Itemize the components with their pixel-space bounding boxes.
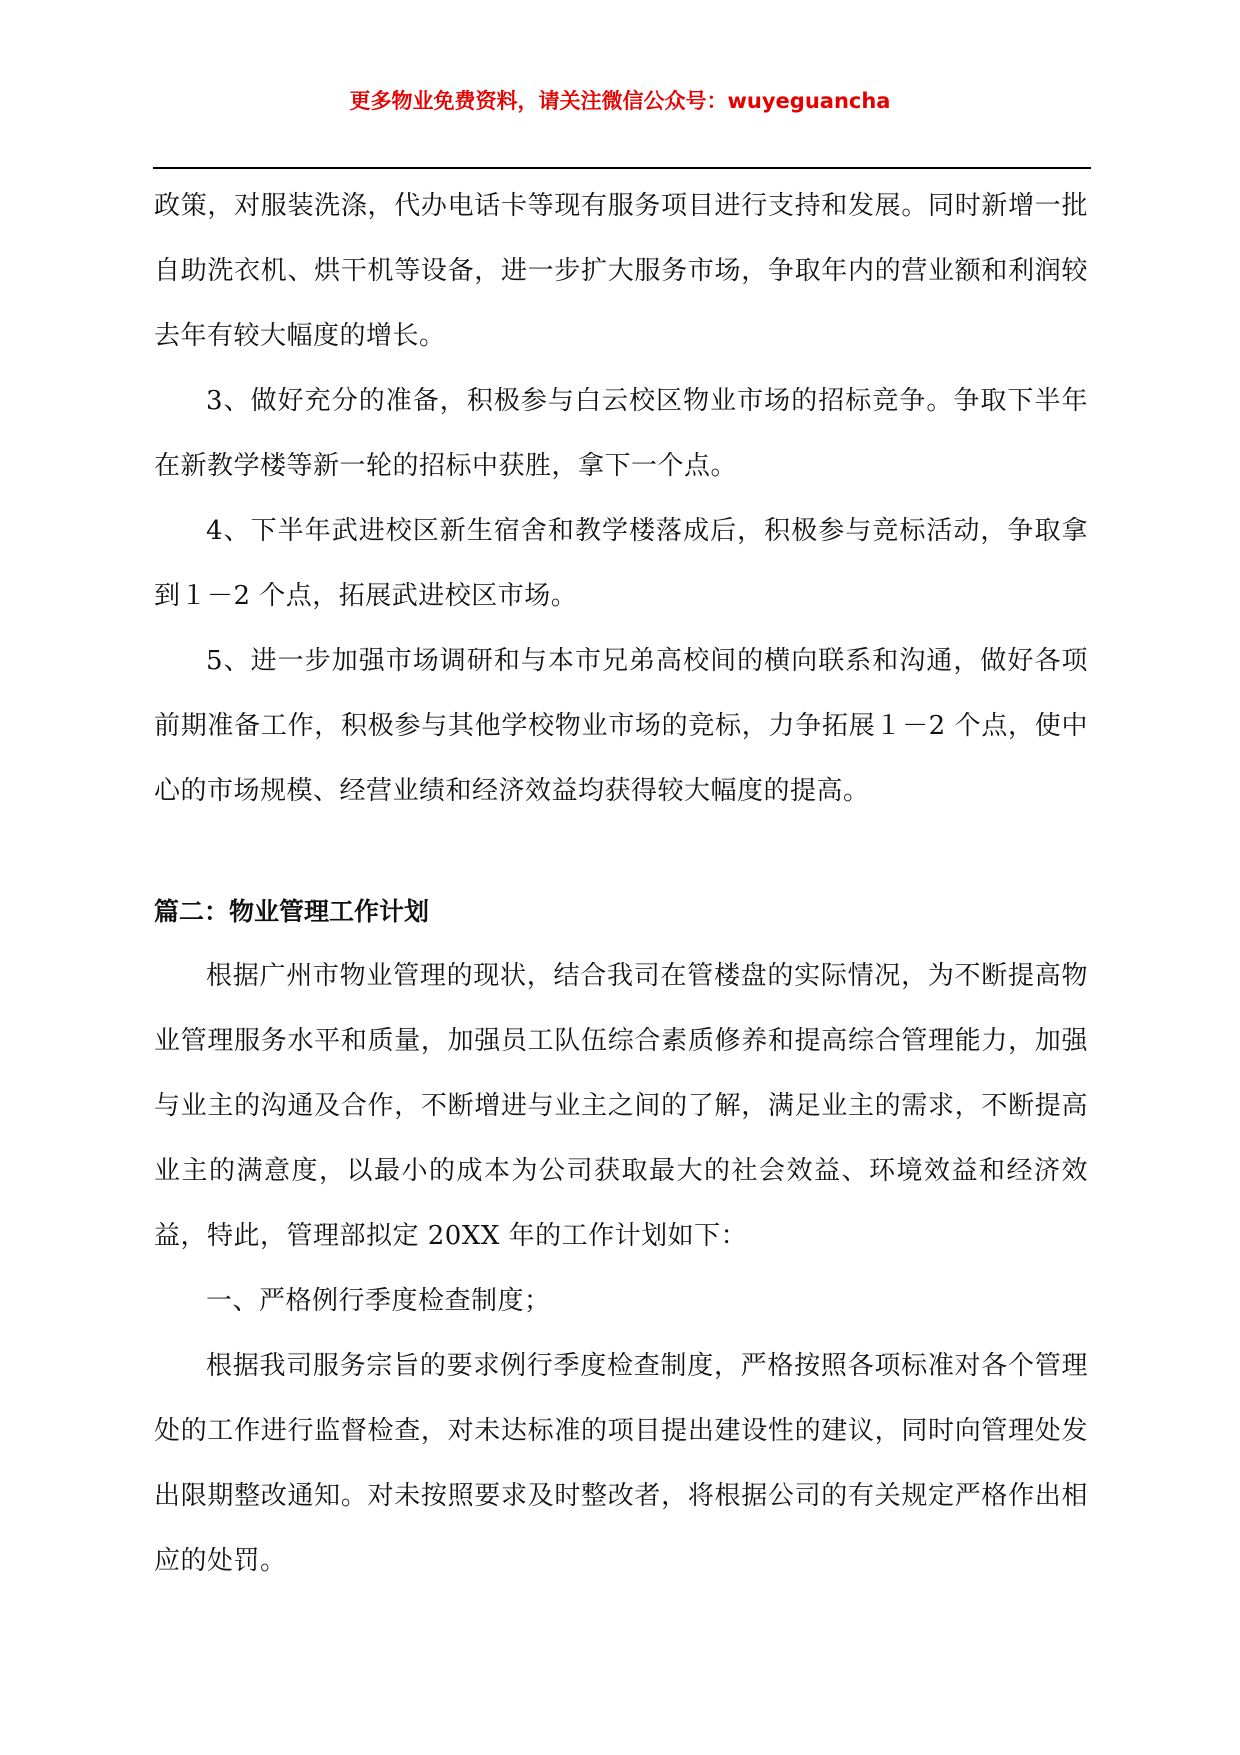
paragraph-2: 3、做好充分的准备，积极参与白云校区物业市场的招标竞争。争取下半年在新教学楼等新一轮的招标中获胜，拿下一个点。 [154,386,1088,481]
paragraph-6: 一、严格例行季度检查制度； [206,1286,551,1316]
header-divider [153,167,1091,169]
paragraph-3: 4、下半年武进校区新生宿舍和教学楼落成后，积极参与竞标活动，争取拿到１－2 个点，拓展武进校区市场。 [154,516,1088,611]
paragraph-5: 根据广州市物业管理的现状，结合我司在管楼盘的实际情况，为不断提高物业管理服务水平和质量，加强员工队伍综合素质修养和提高综合管理能力，加强与业主的沟通及合作，不断增进与业主之间的了解，满足业主的需求，不断提高业主的满意度，以最小的成本为公司获取最大的社会效益、环境效益和经济效益，特此，管理部拟定 20XX 年的工作计划如下： [154,961,1088,1251]
section-gap [154,824,1088,879]
paragraph-1: 政策，对服装洗涤，代办电话卡等现有服务项目进行支持和发展。同时新增一批自助洗衣机、烘干机等设备，进一步扩大服务市场，争取年内的营业额和利润较去年有较大幅度的增长。 [154,191,1088,351]
section-title: 篇二：物业管理工作计划 [154,897,430,926]
paragraph-7: 根据我司服务宗旨的要求例行季度检查制度，严格按照各项标准对各个管理处的工作进行监督检查，对未达标准的项目提出建设性的建议，同时向管理处发出限期整改通知。对未按照要求及时整改者，将根据公司的有关规定严格作出相应的处罚。 [154,1351,1088,1576]
paragraph-4: 5、进一步加强市场调研和与本市兄弟高校间的横向联系和沟通，做好各项前期准备工作，积极参与其他学校物业市场的竞标，力争拓展１－2 个点，使中心的市场规模、经营业绩和经济效益均获得较大幅度的提高。 [154,646,1088,806]
document-body [154,174,1088,1594]
header-promo-note: 更多物业免费资料，请关注微信公众号：wuyeguancha [349,89,891,113]
